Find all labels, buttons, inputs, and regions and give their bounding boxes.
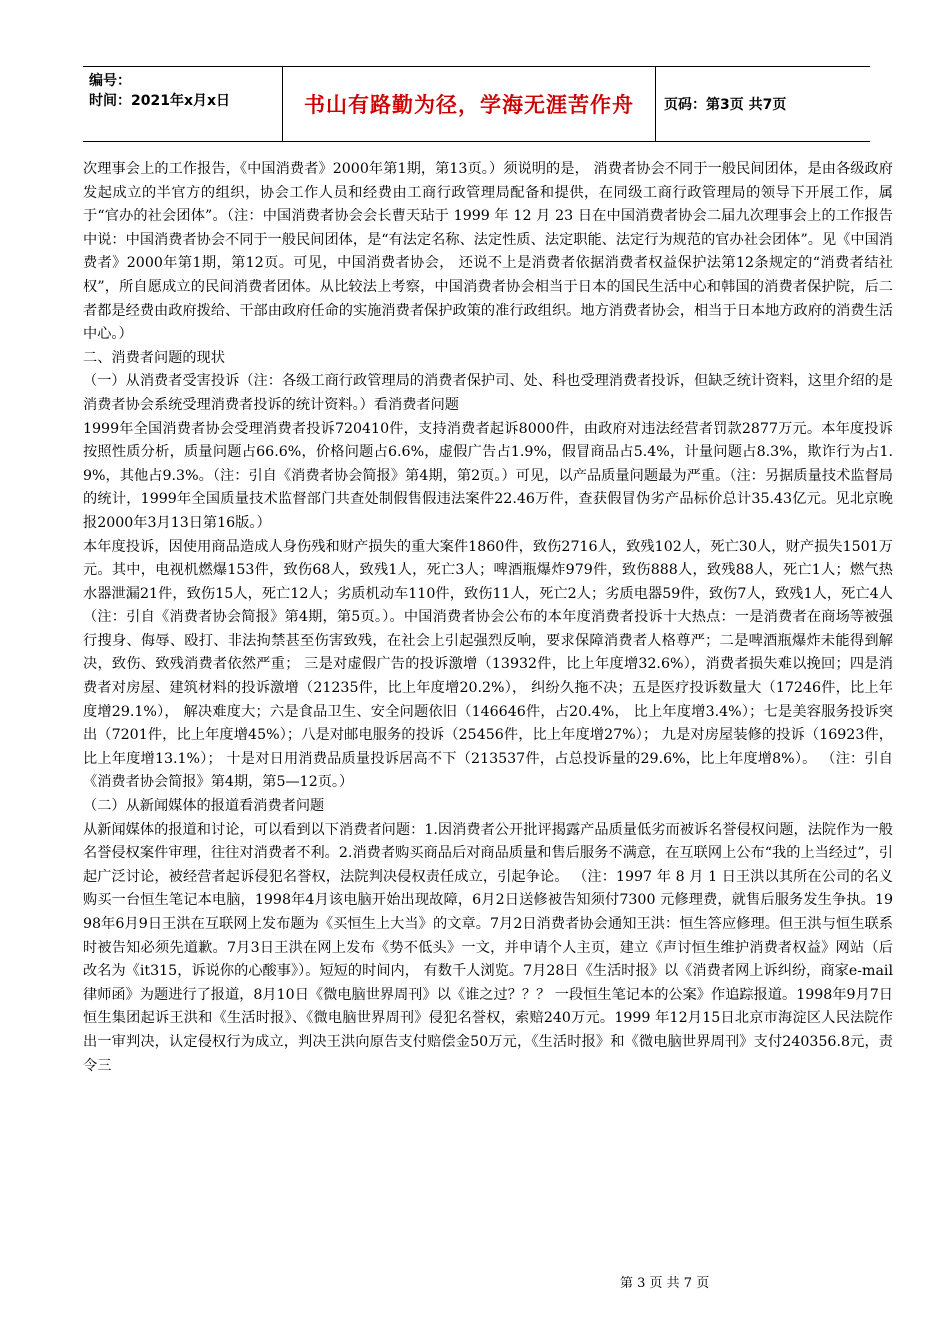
page-footer: 第 3 页 共 7 页 — [620, 1276, 710, 1291]
paragraph: 本年度投诉，因使用商品造成人身伤残和财产损失的重大案件1860件，致伤2716人，致残102人，死亡30人，财产损失1501万元。其中，电视机燃爆153件，致伤68人，致残1人，死亡3人；啤酒瓶爆炸979件，致伤888人，致残88人，死亡1人；燃气热水器泄漏21件，致伤15人，死亡12人；劣质机动车110件，致伤11人，死亡2人；劣质电器59件，致伤7人，致残1人，死亡4人（注：引自《消费者协会简报》第4期，第5页。）。中国消费者协会公布的本年度消费者投诉十大热点：一是消费者在商场等被强行搜身、侮辱、殴打、非法拘禁甚至伤害致残，在社会上引起强烈反响，要求保障消费者人格尊严；二是啤酒瓶爆炸未能得到解决，致伤、致残消费者依然严重； 三是对虚假广告的投诉激增（13932件，比上年度增32.6%），消费者损失难以挽回；四是消费者对房屋、建筑材料的投诉激增（21235件，比上年度增20.2%）， 纠纷久拖不决；五是医疗投诉数量大（17246件，比上年度增29.1%）， 解决难度大；六是食品卫生、安全问题依旧（146646件，占20.4%， 比上年度增3.4%）；七是美容服务投诉突出（7201件，比上年度增45%）；八是对邮电服务的投诉（25456件，比上年度增27%）； 九是对房屋装修的投诉（16923件，比上年度增13.1%）； 十是对日用消费品质量投诉居高不下（213537件，占总投诉量的29.6%，比上年度增8%）。 （注：引自《消费者协会简报》第4期，第5—12页。） — [83, 538, 893, 791]
paragraph: 从新闻媒体的报道和讨论，可以看到以下消费者问题：1.因消费者公开批评揭露产品质量低劣而被诉名誉侵权问题，法院作为一般名誉侵权案件审理，往往对消费者不利。2.消费者购买商品后对商品质量和售后服务不满意，在互联网上公布“我的上当经过”，引起广泛讨论，被经营者起诉侵犯名誉权，法院判决侵权责任成立，引起争论。 （注：1997 年 8 月 1 日王洪以其所在公司的名义购买一台恒生笔记本电脑，1998年4月该电脑开始出现故障，6月2日送修被告知须付7300 元修理费，就售后服务发生争执。1998年6月9日王洪在互联网上发布题为《买恒生上大当》的文章。7月2日消费者协会通知王洪：恒生答应修理。但王洪与恒生联系时被告知必须先道歉。7月3日王洪在网上发布《势不低头》一文，并申请个人主页，建立《声讨恒生维护消费者权益》网站（后改名为《it315，诉说你的心酸事》）。短短的时间内， 有数千人浏览。7月28日《生活时报》以《消费者网上诉纠纷，商家e-mail 律师函》为题进行了报道，8月10日《微电脑世界周刊》以《谁之过？？？ 一段恒生笔记本的公案》作追踪报道。1998年9月7日恒生集团起诉王洪和《生活时报》、《微电脑世界周刊》侵犯名誉权，索赔240万元。1999 年12月15日北京市海淀区人民法院作出一审判决，认定侵权行为成立，判决王洪向原告支付赔偿金50万元，《生活时报》和《微电脑世界周刊》支付240356.8元，责令三 — [83, 821, 893, 1074]
paragraph: 1999年全国消费者协会受理消费者投诉720410件，支持消费者起诉8000件，由政府对违法经营者罚款2877万元。本年度投诉按照性质分析，质量问题占66.6%，价格问题占6.6%，虚假广告占1.9%，假冒商品占5.4%，计量问题占8.3%，欺诈行为占1.9%，其他占9.3%。（注：引自《消费者协会简报》第4期，第2页。）可见，以产品质量问题最为严重。（注：另据质量技术监督局的统计，1999年全国质量技术监督部门共查处制假售假违法案件22.46万件，查获假冒伪劣产品标价总计35.43亿元。见北京晚报2000年3月13日第16版。） — [83, 420, 893, 531]
document-body — [83, 158, 893, 1078]
subsection-heading: （一）从消费者受害投诉（注：各级工商行政管理局的消费者保护司、处、科也受理消费者投诉，但缺乏统计资料，这里介绍的是消费者协会系统受理消费者投诉的统计资料。）看消费者问题 — [83, 373, 893, 413]
document-time: 时间：2021年x月x日 — [89, 93, 231, 109]
section-heading: 二、消费者问题的现状 — [83, 349, 225, 366]
paragraph: 次理事会上的工作报告，《中国消费者》2000年第1期，第13页。）须说明的是， 消费者协会不同于一般民间团体，是由各级政府发起成立的半官方的组织，协会工作人员和经费由工商行政管理局配备和提供，在同级工商行政管理局的领导下开展工作，属于“官办的社会团体”。（注：中国消费者协会会长曹天玷于 1999 年 12 月 23 日在中国消费者协会二届九次理事会上的工作报告中说：中国消费者协会不同于一般民间团体，是“有法定名称、法定性质、法定职能、法定行为规范的官办社会团体”。见《中国消费者》2000年第1期，第12页。可见，中国消费者协会， 还说不上是消费者依据消费者权益保护法第12条规定的“消费者结社权”，所自愿成立的民间消费者团体。从比较法上考察，中国消费者协会相当于日本的国民生活中心和韩国的消费者保护院，后二者都是经费由政府拨给、干部由政府任命的实施消费者保护政策的准行政组织。地方消费者协会，相当于日本地方政府的消费生活中心。） — [83, 161, 893, 343]
header-motto: 书山有路勤为径，学海无涯苦作舟 — [283, 67, 656, 141]
document-number: 编号： — [89, 73, 131, 89]
page-header — [83, 66, 870, 142]
header-meta — [83, 67, 283, 141]
header-page-number: 页码：第3页 共7页 — [664, 97, 787, 113]
subsection-heading: （二）从新闻媒体的报道看消费者问题 — [83, 798, 325, 815]
